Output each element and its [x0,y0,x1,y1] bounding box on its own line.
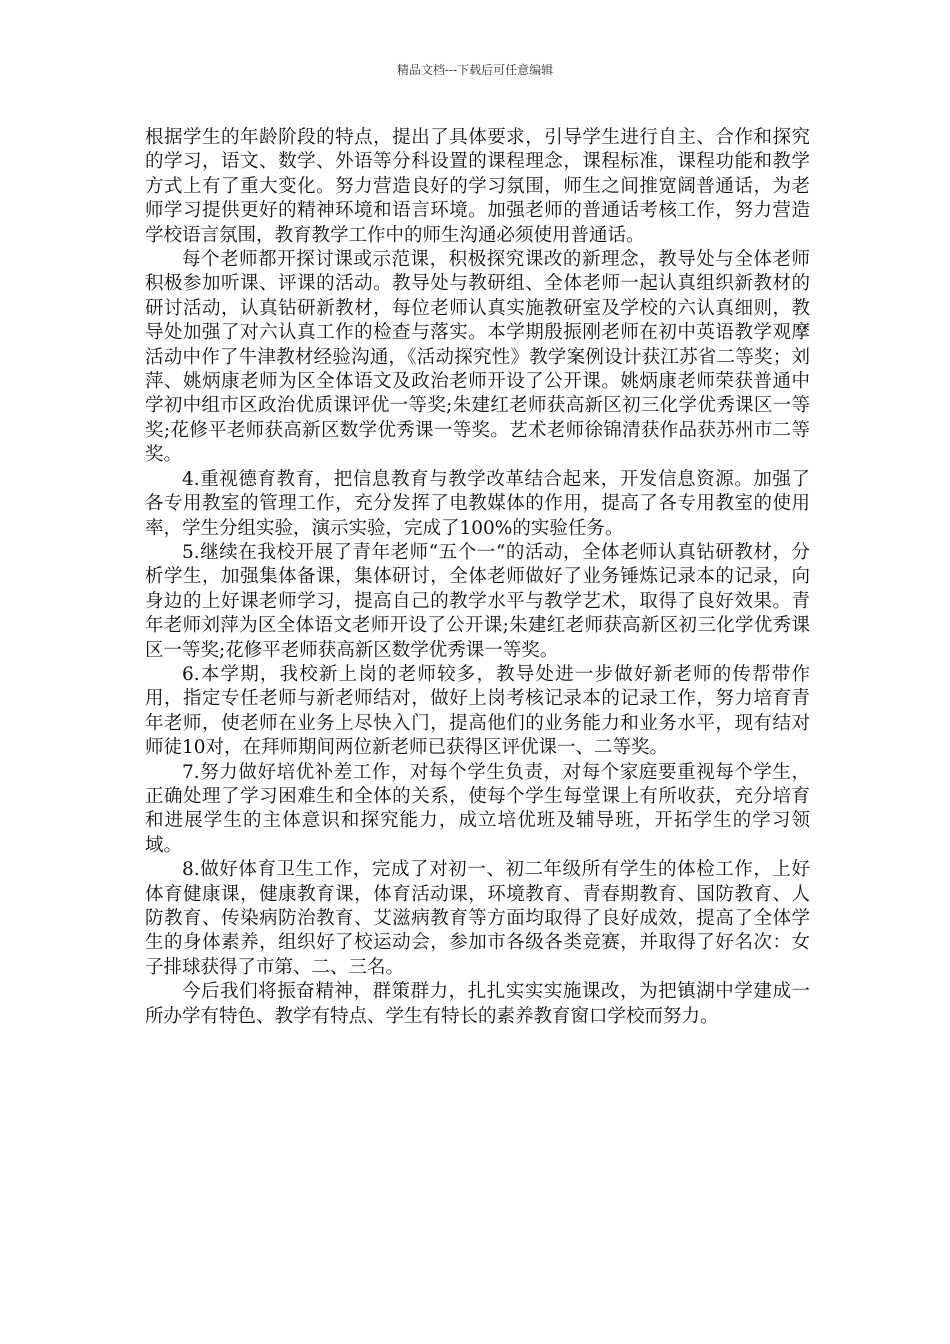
document-body [145,126,810,1029]
page-header: 精品文档---下载后可任意编辑 [396,63,554,77]
paragraph-conclusion: 今后我们将振奋精神，群策群力，扎扎实实实施课改，为把镇湖中学建成一所办学有特色、教学有特点、学生有特长的素养教育窗口学校而努力。 [145,981,810,1027]
paragraph-continuation: 根据学生的年龄阶段的特点，提出了具体要求，引导学生进行自主、合作和探究的学习，语文、数学、外语等分科设置的课程理念，课程标准，课程功能和教学方式上有了重大变化。努力营造良好的学习氛围，师生之间推宽阔普通话，为老师学习提供更好的精神环境和语言环境。加强老师的普通话考核工作，努力营造学校语言氛围，教育教学工作中的师生沟通必须使用普通话。 [145,127,810,246]
paragraph-item-8: 8.做好体育卫生工作，完成了对初一、初二年级所有学生的体检工作，上好体育健康课，健康教育课，体育活动课，环境教育、青春期教育、国防教育、人防教育、传染病防治教育、艾滋病教育等方面均取得了良好成效，提高了全体学生的身体素养，组织好了校运动会，参加市各级各类竞赛，并取得了好名次：女子排球获得了市第、二、三名。 [145,859,810,978]
paragraph-item-7: 7.努力做好培优补差工作，对每个学生负责，对每个家庭要重视每个学生，正确处理了学习困难生和全体的关系，使每个学生每堂课上有所收获，充分培育和进展学生的主体意识和探究能力，成立培优班及辅导班，开拓学生的学习领域。 [145,761,810,856]
paragraph-demo-lessons: 每个老师都开探讨课或示范课，积极探究课改的新理念，教导处与全体老师积极参加听课、评课的活动。教导处与教研组、全体老师一起认真组织新教材的研讨活动，认真钻研新教材，每位老师认真实施教研室及学校的六认真细则，教导处加强了对六认真工作的检查与落实。本学期殷振刚老师在初中英语教学观摩活动中作了牛津教材经验沟通，《活动探究性》教学案例设计获江苏省二等奖；刘萍、姚炳康老师为区全体语文及政治老师开设了公开课。姚炳康老师荣获普通中学初中组市区政治优质课评优一等奖;朱建红老师获高新区初三化学优秀课区一等奖;花修平老师获高新区数学优秀课一等奖。艺术老师徐锦清获作品获苏州市二等奖。 [145,249,810,466]
paragraph-item-6: 6.本学期，我校新上岗的老师较多，教导处进一步做好新老师的传帮带作用，指定专任老师与新老师结对，做好上岗考核记录本的记录工作，努力培育青年老师，使老师在业务上尽快入门，提高他们的业务能力和业务水平，现有结对师徒10对，在拜师期间两位新老师已获得区评优课一、二等奖。 [145,663,810,759]
paragraph-item-5: 5.继续在我校开展了青年老师“五个一“的活动，全体老师认真钻研教材，分析学生，加强集体备课，集体研讨，全体老师做好了业务锤炼记录本的记录，向身边的上好课老师学习，提高自己的教学水平与教学艺术，取得了良好效果。青年老师刘萍为区全体语文老师开设了公开课;朱建红老师获高新区初三化学优秀课区一等奖;花修平老师获高新区数学优秀课一等奖。 [145,541,810,661]
paragraph-item-4: 4.重视德育教育，把信息教育与教学改革结合起来，开发信息资源。加强了各专用教室的管理工作，充分发挥了电教媒体的作用，提高了各专用教室的使用率，学生分组实验，演示实验，完成了100%的实验任务。 [145,468,810,539]
